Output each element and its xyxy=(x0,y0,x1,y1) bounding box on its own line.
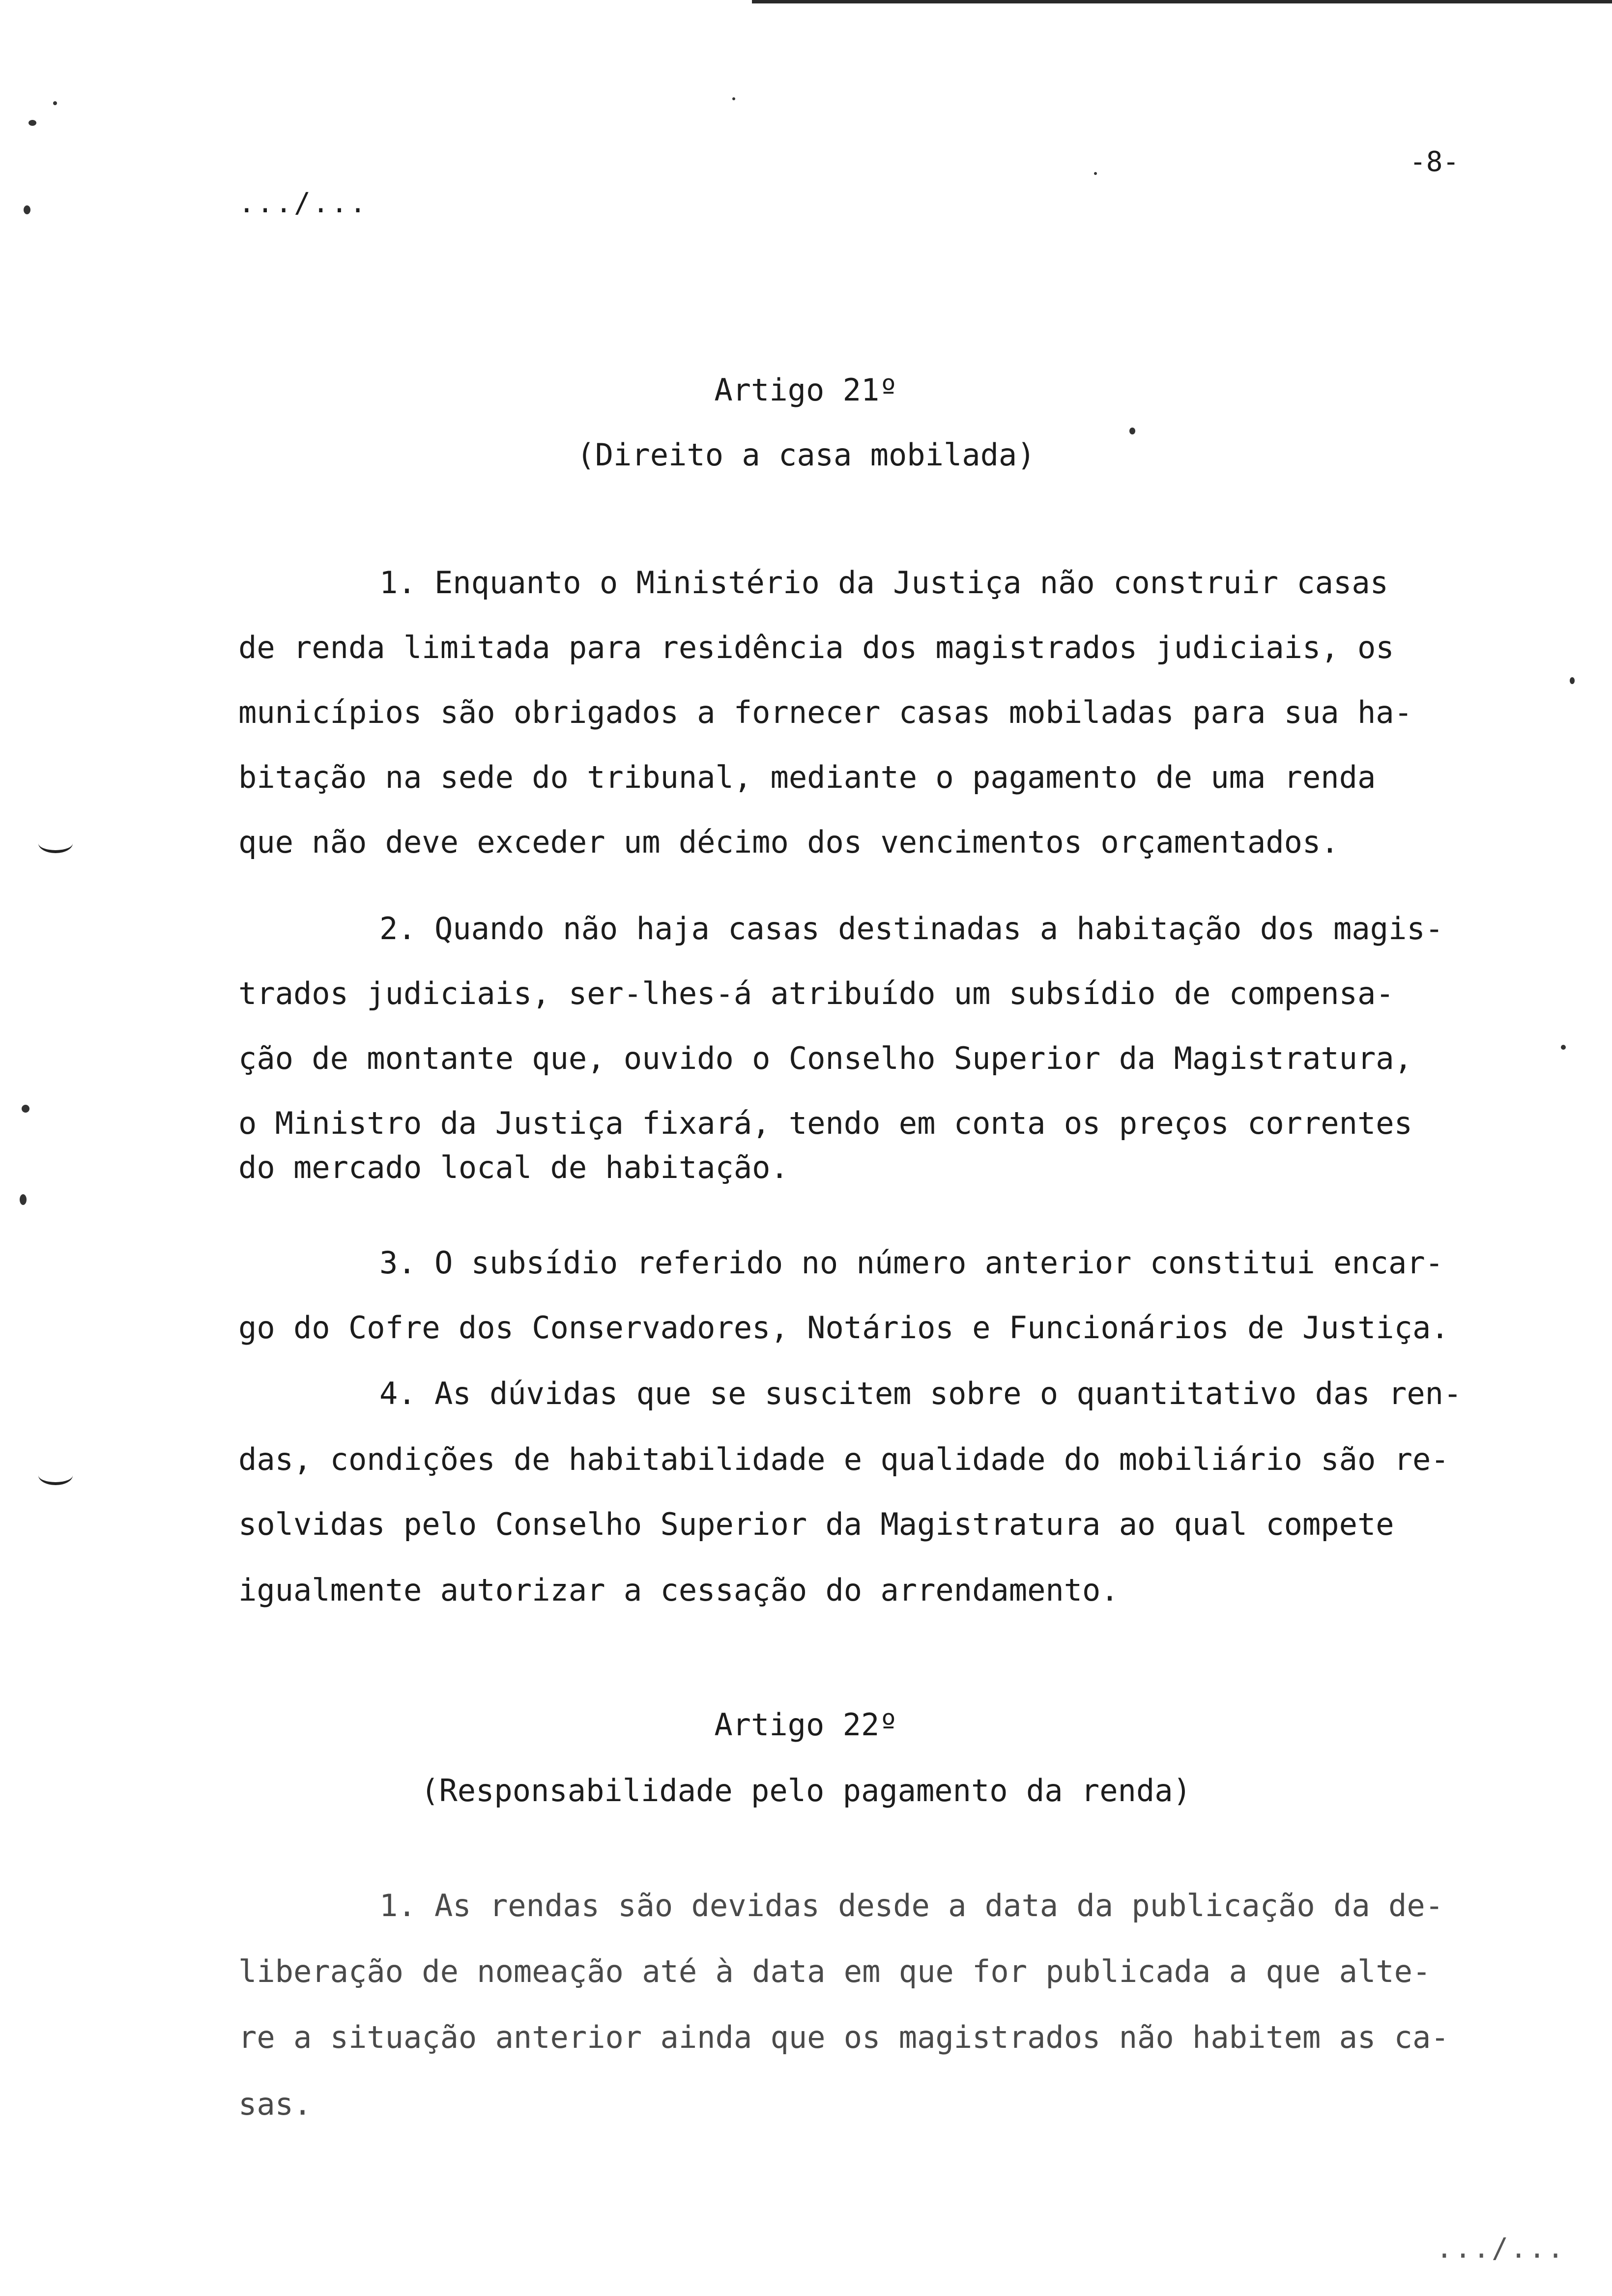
text-line: 4. As dúvidas que se suscitem sobre o quantitativo das ren- xyxy=(379,1376,1462,1411)
scan-arc-mark xyxy=(38,1465,73,1485)
continuation-marker-top: .../... xyxy=(238,187,369,219)
scan-arc-mark xyxy=(38,833,73,853)
text-line: 2. Quando não haja casas destinadas a habitação dos magis- xyxy=(379,911,1443,947)
text-line: 1. As rendas são devidas desde a data da publicação da de- xyxy=(379,1888,1443,1923)
text-line: de renda limitada para residência dos magistrados judiciais, os xyxy=(238,630,1394,665)
scan-speck xyxy=(22,1105,29,1113)
text-line: liberação de nomeação até à data em que for publicada a que alte- xyxy=(238,1953,1431,1989)
scan-speck xyxy=(1129,428,1135,434)
scan-speck xyxy=(29,120,36,126)
text-line: trados judiciais, ser-lhes-á atribuído um subsídio de compensa- xyxy=(238,976,1394,1011)
scan-speck xyxy=(24,205,30,214)
scan-speck xyxy=(1561,1045,1566,1050)
text-line: do mercado local de habitação. xyxy=(238,1149,789,1185)
text-line: ção de montante que, ouvido o Conselho Superior da Magistratura, xyxy=(238,1040,1412,1076)
text-line: o Ministro da Justiça fixará, tendo em conta os preços correntes xyxy=(238,1105,1412,1141)
scan-speck xyxy=(732,97,735,100)
text-line: re a situação anterior ainda que os magistrados não habitem as ca- xyxy=(238,2019,1449,2055)
text-line: sas. xyxy=(238,2086,312,2122)
top-edge-rule xyxy=(752,0,1612,3)
text-line: que não deve exceder um décimo dos vencimentos orçamentados. xyxy=(238,824,1339,860)
article-22-heading: Artigo 22º xyxy=(714,1707,898,1743)
scan-speck xyxy=(1570,677,1575,684)
text-line: municípios são obrigados a fornecer casas mobiladas para sua ha- xyxy=(238,694,1412,730)
text-line: go do Cofre dos Conservadores, Notários e Funcionários de Justiça. xyxy=(238,1310,1449,1346)
text-line: bitação na sede do tribunal, mediante o pagamento de uma renda xyxy=(238,759,1376,795)
text-line: 1. Enquanto o Ministério da Justiça não construir casas xyxy=(379,565,1388,601)
article-22-subtitle: (Responsabilidade pelo pagamento da renda) xyxy=(421,1773,1191,1808)
text-line: 3. O subsídio referido no número anterior constitui encar- xyxy=(379,1245,1443,1281)
continuation-marker-bottom: .../... xyxy=(1436,2233,1566,2265)
scan-speck xyxy=(1094,172,1097,175)
article-21-subtitle: (Direito a casa mobilada) xyxy=(576,437,1036,473)
article-21-heading: Artigo 21º xyxy=(714,372,898,408)
scan-speck xyxy=(53,101,57,105)
page-number: -8- xyxy=(1410,146,1460,178)
scan-speck xyxy=(20,1194,27,1205)
text-line: solvidas pelo Conselho Superior da Magistratura ao qual compete xyxy=(238,1506,1394,1542)
text-line: igualmente autorizar a cessação do arrendamento. xyxy=(238,1572,1119,1608)
text-line: das, condições de habitabilidade e qualidade do mobiliário são re- xyxy=(238,1441,1449,1477)
